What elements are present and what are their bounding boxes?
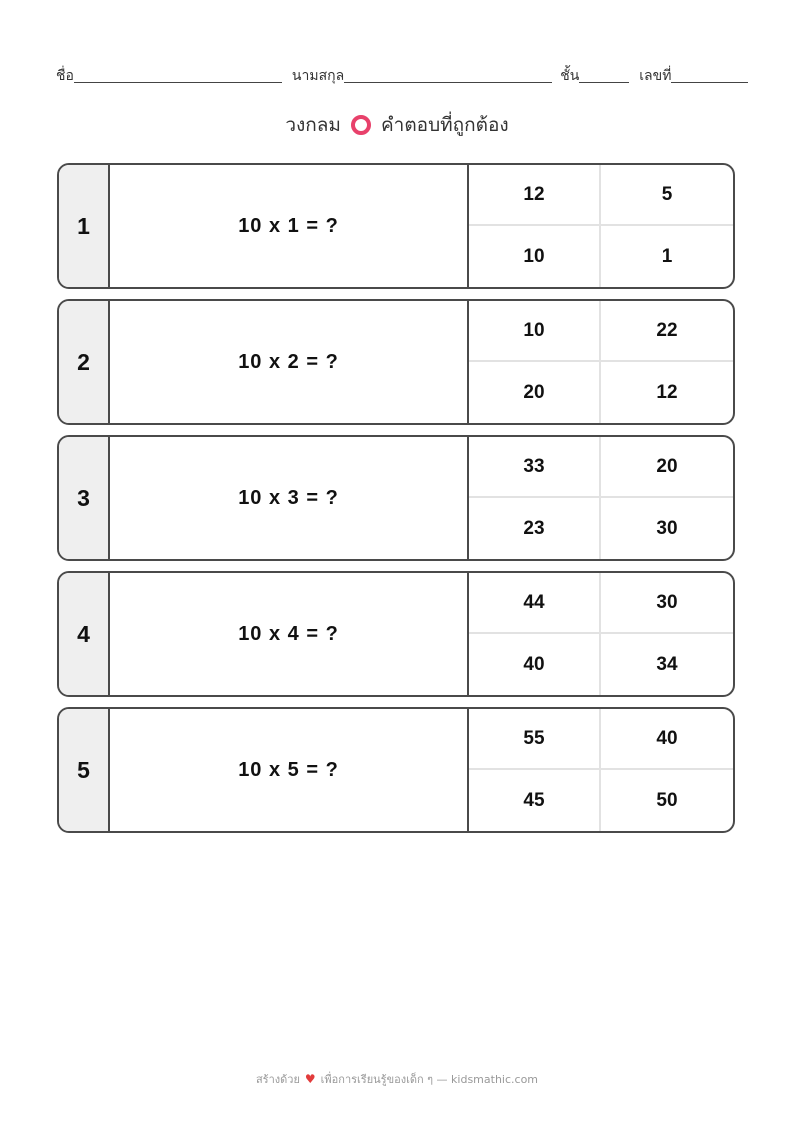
footer-made-with: สร้างด้วย	[255, 1073, 300, 1086]
number-field[interactable]	[671, 66, 748, 83]
problem-card	[57, 707, 735, 833]
problem-card	[57, 435, 735, 561]
name-field[interactable]	[74, 66, 282, 83]
problem-number: 4	[59, 573, 110, 695]
answer-choice[interactable]: 30	[656, 517, 678, 539]
answer-grid	[469, 301, 733, 423]
problem-card	[57, 163, 735, 289]
surname-label: นามสกุล	[291, 68, 345, 84]
answer-choice[interactable]: 10	[469, 301, 601, 362]
answer-choice[interactable]: 45	[469, 770, 601, 831]
answer-choice[interactable]: 40	[601, 709, 733, 770]
answer-choice[interactable]: 10	[469, 226, 601, 287]
class-field[interactable]	[579, 66, 629, 83]
problem-number: 3	[59, 437, 110, 559]
answer-choice[interactable]: 5	[601, 165, 733, 226]
class-label: ชั้น	[560, 68, 580, 84]
circle-outline-icon	[351, 115, 371, 135]
answer-choice[interactable]: 33	[469, 437, 601, 498]
student-info-header	[56, 66, 748, 85]
answer-choice[interactable]: 12	[656, 381, 678, 403]
problem-number: 1	[59, 165, 110, 287]
problem-question: 10 x 4 = ?	[110, 573, 469, 695]
footer-credit: เพื่อการเรียนรู้ของเด็ก ๆ — kidsmathic.com	[320, 1073, 539, 1086]
problem-number: 5	[59, 709, 110, 831]
problem-number: 2	[59, 301, 110, 423]
answer-choice[interactable]: 50	[656, 789, 678, 811]
problem-question: 10 x 5 = ?	[110, 709, 469, 831]
answer-choice[interactable]: 20	[469, 362, 601, 423]
answer-choice[interactable]: 40	[469, 634, 601, 695]
answer-choice[interactable]: 22	[601, 301, 733, 362]
surname-field[interactable]	[344, 66, 552, 83]
problem-question: 10 x 1 = ?	[110, 165, 469, 287]
answer-choice[interactable]: 20	[601, 437, 733, 498]
heart-icon: ♥	[304, 1072, 316, 1086]
instruction-title	[0, 110, 794, 140]
number-label: เลขที่	[639, 68, 672, 84]
answer-choice[interactable]: 55	[469, 709, 601, 770]
problem-card	[57, 571, 735, 697]
answer-grid	[469, 165, 733, 287]
answer-choice[interactable]: 1	[661, 245, 673, 267]
answer-grid	[469, 709, 733, 831]
answer-choice[interactable]: 34	[656, 653, 678, 675]
problem-question: 10 x 2 = ?	[110, 301, 469, 423]
footer	[0, 1070, 794, 1088]
name-label: ชื่อ	[56, 68, 74, 84]
instruction-after: คำตอบที่ถูกต้อง	[380, 114, 509, 136]
answer-choice[interactable]: 44	[469, 573, 601, 634]
answer-grid	[469, 437, 733, 559]
instruction-before: วงกลม	[285, 114, 341, 136]
answer-choice[interactable]: 23	[469, 498, 601, 559]
answer-grid	[469, 573, 733, 695]
answer-choice[interactable]: 30	[601, 573, 733, 634]
problem-question: 10 x 3 = ?	[110, 437, 469, 559]
answer-choice[interactable]: 12	[469, 165, 601, 226]
problem-card	[57, 299, 735, 425]
